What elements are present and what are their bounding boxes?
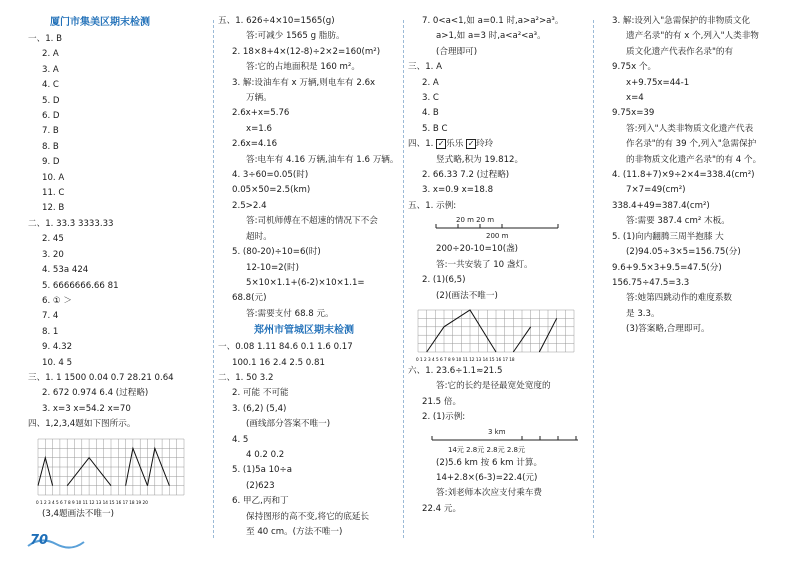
answer-line: 五、1. 示例: xyxy=(408,200,457,211)
answer-line: 答:司机师傅在不超速的情况下不会 xyxy=(246,216,378,227)
answer-line: 6. ① ＞ xyxy=(42,295,72,306)
answer-line: 万辆。 xyxy=(246,93,272,104)
answer-line: 12. B xyxy=(42,203,65,214)
answer-line: 答:刘老师本次应支付乘车费 xyxy=(436,488,543,499)
answer-line: 9. D xyxy=(42,157,60,168)
answer-line: 4. (11.8+7)×9÷2×4=338.4(cm²) xyxy=(612,170,755,181)
answer-line: 五、1. 626÷4×10=1565(g) xyxy=(218,16,335,26)
answer-line: 5. (1)向内翻腾三周半抱膝 大 xyxy=(612,231,724,242)
answer-line: 2. 66.33 7.2 (过程略) xyxy=(422,170,510,181)
answer-line: 11. C xyxy=(42,188,65,199)
scale-bottom-label: 200 m xyxy=(486,232,509,241)
answer-line: 的非物质文化遗产名录"的有 4 个。 xyxy=(626,154,762,165)
answer-line: 答:需要支付 68.8 元。 xyxy=(246,308,334,319)
answer-line: 答:可减少 1565 g 脂肪。 xyxy=(246,31,345,42)
answer-line: 68.8(元) xyxy=(232,293,267,304)
answer-line: x=1.6 xyxy=(246,123,272,134)
answer-line: 2.6x=4.16 xyxy=(232,139,278,150)
answer-list xyxy=(408,14,593,137)
answer-line: 200÷20-10=10(盏) xyxy=(436,244,519,255)
answer-line: 答:一共安装了 10 盏灯。 xyxy=(436,259,533,270)
answer-line: 六、1. 23.6÷1.1≈21.5 xyxy=(408,365,503,376)
page-number: 70 xyxy=(30,533,49,548)
answer-line: 14+2.8×(6-3)=22.4(元) xyxy=(436,472,538,483)
answer-line: 12-10=2(时) xyxy=(246,262,299,273)
answer-line: 0.05×50=2.5(km) xyxy=(232,185,311,196)
column-divider xyxy=(403,20,404,538)
answer-line: 5. (1)5a 10÷a xyxy=(232,465,292,476)
answer-line: 竖式略,积为 19.812。 xyxy=(436,154,524,165)
answer-line: 9.75x 个。 xyxy=(612,62,657,73)
coordinate-grid xyxy=(28,435,188,505)
answer-list xyxy=(598,14,793,338)
answer-line: 2.6x+x=5.76 xyxy=(232,108,290,119)
answer-line: 答:列入"人类非物质文化遗产代表 xyxy=(626,123,754,134)
answer-line: 9.75x=39 xyxy=(612,108,655,119)
answer-line: 答:她第四跳动作的难度系数 xyxy=(626,293,733,304)
section-title: 郑州市管城区期末检测 xyxy=(254,325,354,337)
page-number-badge xyxy=(26,532,86,552)
column-1 xyxy=(28,14,208,522)
answer-line: 四、1,2,3,4题如下图所示。 xyxy=(28,419,136,430)
answer-line: 一、0.08 1.11 84.6 0.1 1.6 0.17 xyxy=(218,342,353,353)
answer-line: 10. 4 5 xyxy=(42,357,73,368)
column-3 xyxy=(408,14,593,517)
answer-line: 质文化遗产代表作名录"的有 xyxy=(626,46,734,57)
answer-line: 4. 3÷60=0.05(时) xyxy=(232,170,309,181)
answer-list xyxy=(408,364,593,426)
answer-line: 9. 4.32 xyxy=(42,342,73,353)
answer-line: 7×7=49(cm²) xyxy=(626,185,686,196)
answer-line: 22.4 元。 xyxy=(422,503,462,514)
answer-line: 3. x=3 x=54.2 x=70 xyxy=(42,403,131,414)
answer-line: 保持图形的高不变,将它的底延长 xyxy=(246,511,370,522)
answer-line: 2. 18×8+4×(12-8)÷2×2=160(m²) xyxy=(232,46,381,57)
answer-line: 2. (1)示例: xyxy=(422,412,466,423)
grid-axis-labels: 0 1 2 3 4 5 6 7 8 9 10 11 12 13 14 15 16 17 18 19 20 xyxy=(36,499,148,505)
answer-line: 100.1 16 2.4 2.5 0.81 xyxy=(232,357,325,368)
check-icon: ✓ xyxy=(467,138,475,148)
answer-list xyxy=(218,14,403,322)
line-label: 3 km xyxy=(488,427,506,436)
scale-diagram xyxy=(428,214,578,242)
answer-line: 156.75÷47.5=3.3 xyxy=(612,277,690,288)
column-4 xyxy=(598,14,793,338)
answer-line: 338.4+49=387.4(cm²) xyxy=(612,200,710,211)
answer-line: 3. C xyxy=(422,93,439,104)
answer-line: 2. (1)(6,5) xyxy=(422,275,466,286)
answer-line: 4. C xyxy=(42,80,59,91)
answer-line: 3. (6,2) (5,4) xyxy=(232,403,287,414)
answer-line: 5. (80-20)÷10=6(时) xyxy=(232,247,321,258)
answer-line: 三、1. 1 1500 0.04 0.7 28.21 0.64 xyxy=(28,372,174,383)
answer-line: 答:它的长约是径最宽处宽度的 xyxy=(436,381,551,392)
answer-line: (合理即可) xyxy=(436,46,478,57)
answer-line: 2. A xyxy=(422,77,439,88)
answer-line: 作名录"的有 39 个,列入"急需保护 xyxy=(626,139,757,150)
answer-line: 二、1. 50 3.2 xyxy=(218,372,274,383)
answer-line: (3)答案略,合理即可。 xyxy=(626,324,710,335)
answer-line: x=4 xyxy=(626,93,644,104)
answer-line: 3. A xyxy=(42,64,59,75)
answer-line: 8. 1 xyxy=(42,326,59,337)
answer-line: 4. 53a 424 xyxy=(42,265,89,276)
answer-line: (2)94.05÷3×5=156.75(分) xyxy=(626,247,741,258)
check-line: 四、1. ✓ 乐乐 ✓ 玲玲 xyxy=(408,138,494,150)
answer-list xyxy=(28,32,208,433)
answer-line: 一、1. B xyxy=(28,34,63,44)
answer-line: 21.5 倍。 xyxy=(422,396,462,407)
answer-line: 8. B xyxy=(42,141,59,152)
answer-line: 5×10×1.1+(6-2)×10×1.1= xyxy=(246,277,365,288)
answer-line: 是 3.3。 xyxy=(626,308,660,319)
answer-list xyxy=(218,340,403,540)
column-divider xyxy=(213,20,214,538)
answer-line: 遗产名录"的有 x 个,列入"人类非物 xyxy=(626,31,759,42)
answer-line: (画线部分答案不唯一) xyxy=(246,419,331,430)
answer-list xyxy=(408,153,593,215)
answer-line: 4. 5 xyxy=(232,434,249,445)
answer-line: 5. B C xyxy=(422,123,448,134)
answer-line: a>1,如 a=3 时,a<a²<a³。 xyxy=(436,31,546,42)
answer-line: 7. 0<a<1,如 a=0.1 时,a>a²>a³。 xyxy=(422,16,564,26)
section-title: 厦门市集美区期末检测 xyxy=(50,17,150,28)
scale-top-label: 20 m 20 m xyxy=(456,216,495,225)
answer-line: 10. A xyxy=(42,172,65,183)
answer-line: 2. 45 xyxy=(42,234,64,245)
answer-line: 7. 4 xyxy=(42,311,59,322)
answer-line: 答:它的占地面积是 160 m²。 xyxy=(246,62,360,73)
answer-line: 7. B xyxy=(42,126,59,137)
answer-line: 3. x=0.9 x=18.8 xyxy=(422,185,494,196)
answer-line: 答:电车有 4.16 万辆,油车有 1.6 万辆。 xyxy=(246,154,399,165)
answer-list xyxy=(408,242,593,304)
answer-line: 超时。 xyxy=(246,231,272,242)
answer-list xyxy=(408,456,593,518)
answer-line: 至 40 cm。(方法不唯一) xyxy=(246,527,343,537)
answer-line: 3. 20 xyxy=(42,249,64,260)
answer-line: 4. B xyxy=(422,108,439,119)
coordinate-grid xyxy=(408,306,578,362)
grid-axis-labels: 0 1 2 3 4 5 6 7 8 9 10 11 12 13 14 15 16 17 18 xyxy=(416,356,515,362)
answer-line: 5. D xyxy=(42,95,60,106)
note: (3,4题画法不唯一) xyxy=(42,508,114,519)
answer-line: 2. A xyxy=(42,49,59,60)
check-icon: ✓ xyxy=(437,138,445,148)
answer-line: 3. 解:设列入"急需保护的非物质文化 xyxy=(612,16,751,26)
answer-line: 9.6+9.5×3+9.5=47.5(分) xyxy=(612,262,722,273)
answer-line: x+9.75x=44-1 xyxy=(626,77,690,88)
answer-line: 2.5>2.4 xyxy=(232,200,267,211)
answer-line: (2)623 xyxy=(246,480,275,491)
answer-line: 6. 甲乙,丙和丁 xyxy=(232,496,289,507)
answer-line: 2. 可能 不可能 xyxy=(232,388,289,399)
column-2 xyxy=(218,14,403,540)
cost-labels: 14元 2.8元 2.8元 2.8元 xyxy=(448,445,525,454)
answer-line: 2. 672 0.974 6.4 (过程略) xyxy=(42,388,149,399)
answer-line: 6. D xyxy=(42,111,60,122)
answer-line: 4 0.2 0.2 xyxy=(246,449,285,460)
answer-line: 5. 6666666.66 81 xyxy=(42,280,119,291)
answer-line: 3. 解:设油车有 x 万辆,则电车有 2.6x xyxy=(232,77,376,88)
answer-line: 三、1. A xyxy=(408,62,442,73)
answer-line: 二、1. 33.3̇ 3333.33 xyxy=(28,218,114,229)
answer-line: 答:需要 387.4 cm² 木板。 xyxy=(626,216,730,227)
answer-line: (2)5.6 km 按 6 km 计算。 xyxy=(436,457,543,468)
column-divider xyxy=(593,20,594,538)
answer-line: (2)(画法不唯一) xyxy=(436,290,498,301)
number-line xyxy=(428,426,588,456)
